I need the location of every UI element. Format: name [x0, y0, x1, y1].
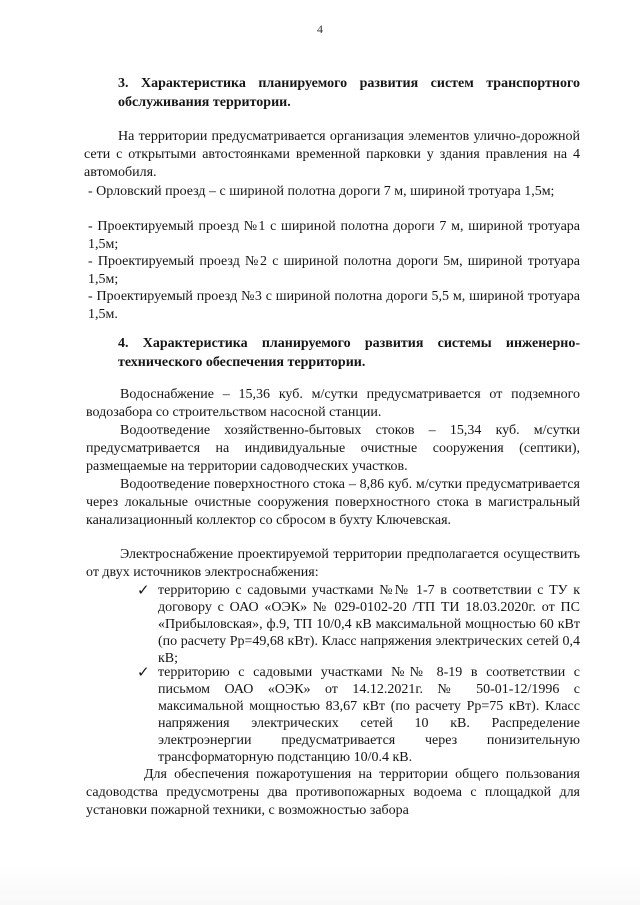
sewerage-paragraph: Водоотведение хозяйственно-бытовых стоков – 15,34 куб. м/сутки предусматривается на индивидуальные очистные сооружения (септики), размещаемые на территории садоводческих участков. — [86, 423, 580, 474]
power-supply-intro: Электроснабжение проектируемой территории предполагается осуществить от двух источников электроснабжения: — [86, 547, 580, 580]
fire-safety-paragraph: Для обеспечения пожаротушения на территории общего пользования садоводства предусмотрены два противопожарных водоема с площадкой для установки пожарной техники, с возможностью забора — [86, 767, 580, 818]
section-4-heading: 4. Характеристика планируемого развития системы инженерно-технического обеспечения территории. — [118, 336, 580, 370]
power-source-item-1: территорию с садовыми участками №№ 1-7 в соответствии с ТУ к договору с ОАО «ОЭК» № 029-0102-20 /ТП ТИ 18.03.2020г. от ПС «Прибыловская», ф.9, ТП 10/0,4 кВ максимальной мощностью 60 кВт (по расчету Рр=49,68 кВт). Класс напряжения электрических сетей 0,4 кВ; — [158, 583, 580, 666]
road-item-1: - Проектируемый проезд №1 с шириной полотна дороги 7 м, шириной тротуара 1,5м; — [88, 219, 580, 252]
section-3-intro: На территории предусматривается организация элементов улично-дорожной сети с открытыми автостоянками временной парковки у здания правления на 4 автомобиля. — [84, 129, 580, 180]
surface-drainage-paragraph: Водоотведение поверхностного стока – 8,86 куб. м/сутки предусматривается через локальные очистные сооружения поверхностного стока в магистральный канализационный коллектор со сбросом в бухту Ключевская. — [86, 477, 580, 528]
check-mark-icon: ✓ — [137, 665, 150, 681]
power-source-item-2: территорию с садовыми участками №№ 8-19 в соответствии с письмом ОАО «ОЭК» от 14.12.2021г. № 50-01-12/1996 с максимальной мощностью 83,67 кВт (по расчету Рр=75 кВт). Класс напряжения электрических сетей 10 кВ. Распределение электроэнергии предусматривается через понизительную трансформаторную подстанцию 10/0.4 кВ. — [158, 665, 580, 765]
section-3-heading: 3. Характеристика планируемого развития систем транспортного обслуживания территории. — [118, 76, 580, 110]
road-item-orlovsky: - Орловский проезд – с шириной полотна дороги 7 м, шириной тротуара 1,5м; — [88, 184, 555, 199]
check-mark-icon: ✓ — [137, 583, 150, 599]
scan-shading — [0, 865, 640, 905]
water-supply-paragraph: Водоснабжение – 15,36 куб. м/сутки предусматривается от подземного водозабора со строительством насосной станции. — [86, 387, 580, 420]
page-number: 4 — [317, 22, 323, 36]
road-item-2: - Проектируемый проезд №2 с шириной полотна дороги 5м, шириной тротуара 1,5м; — [88, 254, 580, 287]
road-item-3: - Проектируемый проезд №3 с шириной полотна дороги 5,5 м, шириной тротуара 1,5м. — [88, 289, 580, 322]
